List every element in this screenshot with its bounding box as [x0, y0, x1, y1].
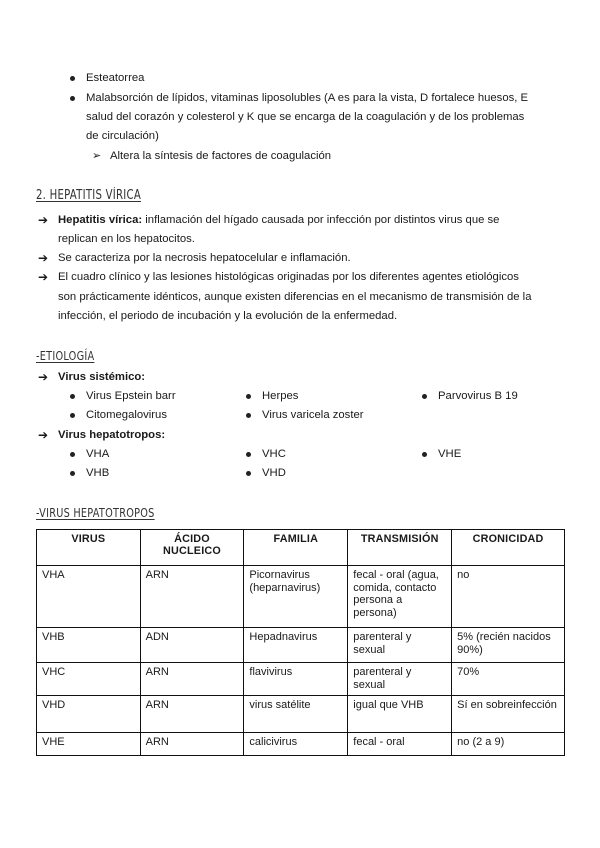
table-cell: VHB	[37, 628, 141, 663]
table-cell: igual que VHB	[348, 696, 452, 733]
bullet-icon	[246, 452, 251, 457]
list-item: Herpes	[262, 390, 299, 402]
table-row	[37, 696, 565, 733]
arrow-bullet-icon: ➔	[38, 270, 49, 284]
list-item: VHA	[86, 448, 110, 460]
definition-text: inflamación del hígado causada por infección por distintos virus que se	[142, 214, 500, 226]
list-item-continuation: de circulación)	[86, 130, 159, 142]
definition-paragraph	[58, 211, 499, 230]
list-item: Malabsorción de lípidos, vitaminas liposolubles (A es para la vista, D fortalece huesos, E	[86, 92, 529, 104]
list-item: Virus Epstein barr	[86, 390, 176, 402]
table-row	[37, 628, 565, 663]
arrow-bullet-icon: ➔	[38, 370, 49, 384]
table-row	[37, 733, 565, 756]
table-header-row	[37, 530, 565, 566]
table-cell: Hepadnavirus	[244, 628, 348, 663]
table-cell: ARN	[140, 696, 244, 733]
arrow-bullet-icon: ➔	[38, 213, 49, 227]
bullet-icon	[70, 394, 75, 399]
paragraph-continuation: son prácticamente idénticos, aunque existen diferencias en el mecanismo de transmisión de la	[58, 291, 532, 303]
table-cell: parenteral y sexual	[348, 628, 452, 663]
table-cell: VHD	[37, 696, 141, 733]
table-cell: fecal - oral (agua, comida, contacto persona a persona)	[348, 566, 452, 628]
column-header: CRONICIDAD	[452, 530, 565, 566]
virus-table	[36, 529, 565, 756]
table-cell: VHC	[37, 663, 141, 696]
table-cell: Picornavirus (heparnavirus)	[244, 566, 348, 628]
bullet-icon	[70, 471, 75, 476]
table-row	[37, 566, 565, 628]
arrow-bullet-icon: ➢	[92, 150, 102, 162]
list-item: VHE	[438, 448, 462, 460]
table-cell: ARN	[140, 663, 244, 696]
sub-list-item: Altera la síntesis de factores de coagulación	[110, 150, 332, 162]
arrow-bullet-icon: ➔	[38, 251, 49, 265]
table-cell: VHA	[37, 566, 141, 628]
table-row	[37, 663, 565, 696]
column-header: TRANSMISIÓN	[348, 530, 452, 566]
table-cell: 5% (recién nacidos 90%)	[452, 628, 565, 663]
list-item: VHD	[262, 467, 286, 479]
section-heading-virus-hepatotropos: -VIRUS HEPATOTROPOS	[36, 505, 155, 520]
table-cell: Sí en sobreinfección	[452, 696, 565, 733]
bullet-icon	[246, 413, 251, 418]
table-cell: no (2 a 9)	[452, 733, 565, 756]
list-item: Virus varicela zoster	[262, 409, 364, 421]
list-item: VHB	[86, 467, 110, 479]
table-cell: VHE	[37, 733, 141, 756]
bullet-icon	[70, 96, 75, 101]
list-item: VHC	[262, 448, 286, 460]
list-item: Citomegalovirus	[86, 409, 167, 421]
bullet-icon	[246, 471, 251, 476]
list-item: Esteatorrea	[86, 72, 145, 84]
list-item-continuation: salud del corazón y colesterol y K que se encarga de la coagulación y de los problemas	[86, 111, 525, 123]
arrow-bullet-icon: ➔	[38, 428, 49, 442]
column-header: FAMILIA	[244, 530, 348, 566]
paragraph: El cuadro clínico y las lesiones histológicas originadas por los diferentes agentes etiológicos	[58, 271, 519, 283]
bullet-icon	[422, 394, 427, 399]
table-cell: fecal - oral	[348, 733, 452, 756]
table-cell: ARN	[140, 566, 244, 628]
table-cell: no	[452, 566, 565, 628]
definition-continuation: replican en los hepatocitos.	[58, 233, 195, 245]
definition-term: Hepatitis vírica:	[58, 214, 143, 226]
paragraph: Se caracteriza por la necrosis hepatocelular e inflamación.	[58, 252, 351, 264]
bullet-icon	[422, 452, 427, 457]
paragraph-continuation: infección, el periodo de incubación y la evolución de la enfermedad.	[58, 310, 398, 322]
table-cell: 70%	[452, 663, 565, 696]
section-heading-hepatitis: 2. HEPATITIS VÍRICA	[36, 188, 142, 203]
table-cell: flavivirus	[244, 663, 348, 696]
column-header: VIRUS	[37, 530, 141, 566]
bullet-icon	[246, 394, 251, 399]
bullet-icon	[70, 76, 75, 81]
bullet-icon	[70, 413, 75, 418]
table-cell: virus satélite	[244, 696, 348, 733]
virus-hepatotropos-label: Virus hepatotropos:	[58, 429, 166, 441]
column-header: ÁCIDO NUCLEICO	[140, 530, 244, 566]
table-cell: calicivirus	[244, 733, 348, 756]
bullet-icon	[70, 452, 75, 457]
table-cell: parenteral y sexual	[348, 663, 452, 696]
list-item: Parvovirus B 19	[438, 390, 518, 402]
section-heading-etiologia: -ETIOLOGÍA	[36, 348, 95, 363]
virus-sistemico-label: Virus sistémico:	[58, 371, 146, 383]
table-cell: ADN	[140, 628, 244, 663]
table-cell: ARN	[140, 733, 244, 756]
